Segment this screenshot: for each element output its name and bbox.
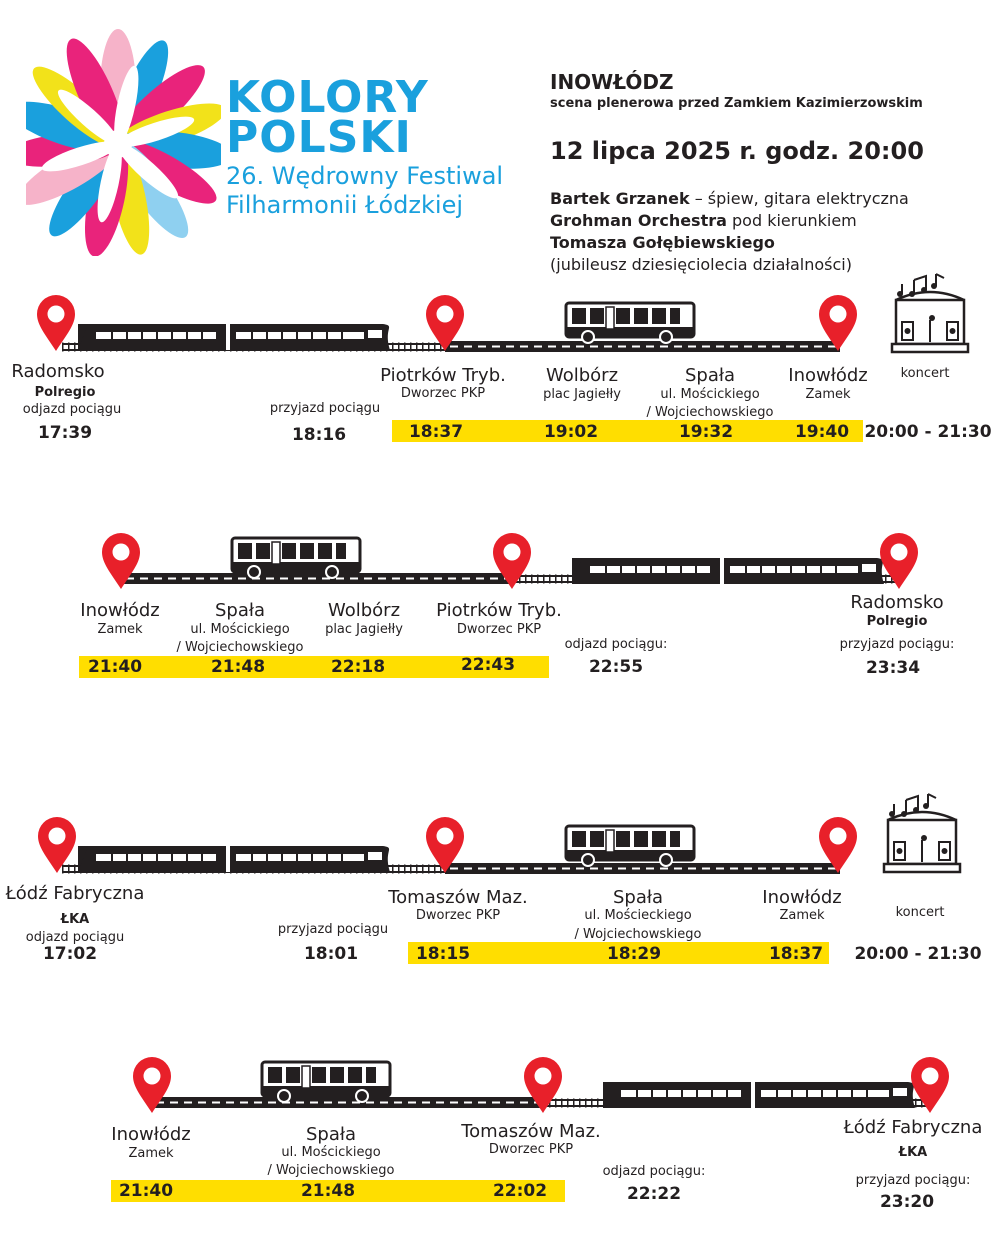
stop-detail: / Wojciechowskiego xyxy=(267,1163,395,1178)
arrival-time: 18:01 xyxy=(303,944,359,964)
concert-label: koncert xyxy=(900,366,950,381)
stop-detail: plac Jagiełły xyxy=(325,622,403,637)
stop-name: Inowłódz xyxy=(788,365,868,386)
stop-detail: Zamek xyxy=(97,622,143,637)
station-name: Łódź Fabryczna xyxy=(5,883,145,904)
stop-time: 19:32 xyxy=(678,422,734,442)
stop-detail: Dworzec PKP xyxy=(400,386,486,401)
stop-detail: Dworzec PKP xyxy=(456,622,542,637)
arrival-time: 23:20 xyxy=(879,1192,935,1212)
event-date: 12 lipca 2025 r. godz. 20:00 xyxy=(550,137,924,165)
stop-detail: / Wojciechowskiego xyxy=(176,640,304,655)
location-pin-icon xyxy=(911,1057,949,1113)
departure-time: 17:39 xyxy=(37,423,93,443)
stop-detail: Dworzec PKP xyxy=(415,908,501,923)
event-venue: scena plenerowa przed Zamkiem Kazimierzowskim xyxy=(550,96,923,111)
departure-time: 17:02 xyxy=(42,944,98,964)
departure-note: odjazd pociągu xyxy=(22,402,122,417)
stop-time: 21:48 xyxy=(300,1181,356,1201)
stop-time: 18:37 xyxy=(408,422,464,442)
stop-name: Inowłódz xyxy=(80,600,160,621)
arrival-time: 18:16 xyxy=(291,425,347,445)
location-pin-icon xyxy=(38,817,76,873)
arrival-time: 23:34 xyxy=(865,658,921,678)
carrier-name: Polregio xyxy=(34,385,96,400)
road xyxy=(445,341,840,352)
performer-line-2: Grohman Orchestra pod kierunkiem xyxy=(550,211,857,230)
carrier-name: ŁKA xyxy=(898,1145,928,1160)
stop-name: Tomaszów Maz. xyxy=(388,887,528,908)
concert-stage-icon xyxy=(892,274,968,352)
bus-icon xyxy=(262,1062,390,1102)
station-name: Łódź Fabryczna xyxy=(843,1117,983,1138)
concert-label: koncert xyxy=(895,905,945,920)
stop-name: Inowłódz xyxy=(111,1124,191,1145)
train-icon xyxy=(78,846,390,872)
departure-time: 22:55 xyxy=(588,657,644,677)
stop-detail: Zamek xyxy=(805,387,851,402)
stop-detail: ul. Mościckiego xyxy=(281,1145,381,1160)
station-name: Radomsko xyxy=(11,361,105,382)
stop-name: Wolbórz xyxy=(327,600,401,621)
stop-name: Piotrków Tryb. xyxy=(380,365,506,386)
stop-name: Spała xyxy=(684,365,736,386)
stop-name: Spała xyxy=(305,1124,357,1145)
performer-line-3: Tomasza Gołębiewskiego xyxy=(550,233,775,252)
stop-time: 22:18 xyxy=(330,657,386,677)
stop-time: 18:15 xyxy=(415,944,471,964)
stop-name: Spała xyxy=(612,887,664,908)
stop-time: 19:40 xyxy=(794,422,850,442)
bus-icon xyxy=(566,303,694,343)
stop-detail: ul. Mościckiego xyxy=(660,387,760,402)
train-icon xyxy=(78,324,390,350)
route3-graphics xyxy=(38,794,960,874)
departure-note: odjazd pociągu: xyxy=(564,637,668,652)
stop-name: Wolbórz xyxy=(545,365,619,386)
logo-subtitle-line2: Filharmonii Łódzkiej xyxy=(226,191,463,219)
bus-icon xyxy=(232,538,360,578)
stop-detail: Zamek xyxy=(779,908,825,923)
carrier-name: Polregio xyxy=(866,614,928,629)
departure-time: 22:22 xyxy=(626,1184,682,1204)
logo-subtitle-line1: 26. Wędrowny Festiwal xyxy=(226,162,504,190)
stop-detail: plac Jagiełły xyxy=(543,387,621,402)
stop-time: 22:43 xyxy=(460,655,516,675)
concert-time: 20:00 - 21:30 xyxy=(864,422,992,442)
route2-graphics xyxy=(102,533,918,589)
concert-stage-icon xyxy=(884,794,960,872)
stop-detail: / Wojciechowskiego xyxy=(574,927,702,942)
route1-graphics xyxy=(37,274,968,352)
stop-name: Inowłódz xyxy=(762,887,842,908)
performer-line-4: (jubileusz dziesięciolecia działalności) xyxy=(550,255,852,274)
arrival-note: przyjazd pociągu: xyxy=(855,1173,971,1188)
stop-detail: Zamek xyxy=(128,1146,174,1161)
performer-line-1: Bartek Grzanek – śpiew, gitara elektryczna xyxy=(550,189,909,208)
arrival-note: przyjazd pociągu: xyxy=(839,637,955,652)
train-icon xyxy=(572,558,884,584)
road xyxy=(120,573,513,584)
stop-time: 22:02 xyxy=(492,1181,548,1201)
road xyxy=(151,1097,543,1108)
concert-time: 20:00 - 21:30 xyxy=(854,944,982,964)
stop-time: 21:40 xyxy=(118,1181,174,1201)
bus-icon xyxy=(566,826,694,866)
station-name: Radomsko xyxy=(850,592,944,613)
stop-name: Piotrków Tryb. xyxy=(436,600,562,621)
road xyxy=(445,863,840,874)
arrival-note: przyjazd pociągu xyxy=(277,922,389,937)
stop-time: 19:02 xyxy=(543,422,599,442)
stop-detail: ul. Mościeckiego xyxy=(584,908,692,923)
stop-time: 18:29 xyxy=(606,944,662,964)
stop-detail: / Wojciechowskiego xyxy=(646,405,774,420)
departure-note: odjazd pociągu xyxy=(25,930,125,945)
train-icon xyxy=(603,1082,915,1108)
event-place: INOWŁÓDZ xyxy=(550,70,674,94)
stop-time: 18:37 xyxy=(768,944,824,964)
stop-name: Spała xyxy=(214,600,266,621)
departure-note: odjazd pociągu: xyxy=(602,1164,706,1179)
logo-title-line2: POLSKI xyxy=(226,112,412,163)
stop-time: 21:48 xyxy=(210,657,266,677)
route4-graphics xyxy=(133,1057,949,1113)
carrier-name: ŁKA xyxy=(60,912,90,927)
stop-detail: Dworzec PKP xyxy=(488,1142,574,1157)
logo-title-line1: KOLORY xyxy=(226,72,429,123)
stop-name: Tomaszów Maz. xyxy=(461,1121,601,1142)
stop-time: 21:40 xyxy=(87,657,143,677)
stop-detail: ul. Mościckiego xyxy=(190,622,290,637)
arrival-note: przyjazd pociągu xyxy=(269,401,381,416)
